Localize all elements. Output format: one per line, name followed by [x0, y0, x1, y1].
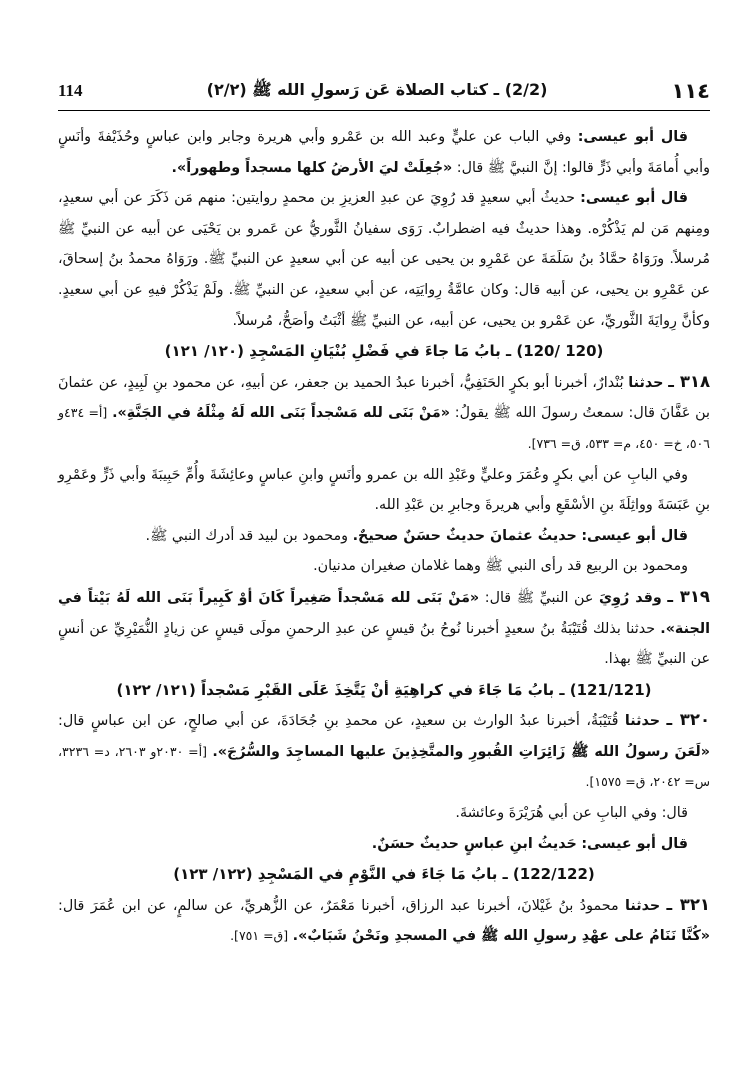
paragraph-text: قال: وفي البابِ عن أبي هُرَيْرَةَ وعائشةَ. — [455, 805, 688, 822]
paragraph-text: حديثُ أبي سعيدٍ قد رُوِيَ عن عبدِ العزيزِ بن محمدٍ روايتين: منهم مَن ذَكَرَ عن أبي سعيدٍ، ومِنهم مَن لم يَذْكُرْه. وهذا حديثٌ فيه اضطرابٌ. رَوَى سفيانُ الثَّوريُّ عن عَمرو بن يَحْيَى عن أبيه عن النبيِّ ﷺ مُرسلاً. ورَوَاهُ حمَّادُ بنُ سَلَمَةَ عن عَمْرِو بن يحيى عن أبيه عن أبي سعيدٍ عن النبيِّ ﷺ. ورَوَاهُ محمدُ بنُ إسحاقَ، عن عَمْرِو بن يحيى، عن أبيه قال: وكان عامَّةُ رِوايَتِه، عن أبي سعيدٍ، عن النبيِّ ﷺ. ولَمْ يَذْكُرْ فيهِ عن أبي سعيدٍ. وكأنَّ رِوايَةَ الثَّوريِّ، عن عَمْرو بن يحيى، عن أبيه، عن النبيِّ ﷺ أثْبَتُ وأصَحُّ، مُرسلاً. — [58, 190, 710, 329]
chapter-heading-120: (120 /120) ـ بابُ مَا جاءَ في فَضْلِ بُنْيَانِ المَسْجِدِ (١٢٠/ ١٢١) — [164, 342, 604, 361]
paragraph-abu-isa-2 — [58, 183, 710, 336]
paragraph-lead: حدثنا — [624, 713, 661, 730]
cross-reference: [أ= ٢٠٣٠و ٢٦٠٣، د= ٣٢٣٦، س= ٢٠٤٢، ق= ١٥٧٥]. — [58, 743, 710, 790]
hadith-318 — [58, 367, 710, 460]
paragraph-abu-isa-4 — [58, 829, 710, 860]
cross-reference: [ق= ٧٥١]. — [230, 928, 289, 944]
paragraph-text: وفي الباب عن عليٍّ وعبد الله بن عَمْرو وأبي هريرة وجابر وابن عباسٍ وحُذَيْفةَ وأنَسٍ وأبي أُمامَةَ وأبي ذَرٍّ قالوا: إنَّ النبيَّ ﷺ قال: — [58, 129, 710, 176]
cross-reference: [أ= ٤٣٤و ٥٠٦، خ= ٤٥٠، م= ٥٣٣، ق= ٧٣٦]. — [58, 405, 710, 451]
paragraph-lead: قال أبو عيسى: — [577, 129, 689, 145]
paragraph-abu-isa-1 — [58, 122, 710, 183]
page-number-arabic: ١١٤ — [671, 79, 710, 103]
hadith-number: ٣١٩ ـ — [667, 586, 710, 606]
grading-text: حَديثُ ابنِ عباسٍ حديثٌ حسَنٌ. — [371, 835, 577, 852]
hadith-number: ٣١٨ ـ — [668, 371, 711, 391]
hadith-quote: «مَنْ بَنَى لله مَسْجداً صَغِيراً كَانَ أوْ كَبِيراً بَنَى الله لَهُ بَيْتاً في الجنة». — [58, 589, 711, 637]
page-content — [58, 122, 710, 1070]
page-number-latin: 114 — [58, 81, 83, 100]
grading-text: حديثُ عثمانَ حديثٌ حسَنٌ صحيحٌ. — [352, 527, 577, 544]
chapter-heading-121: (121/121) ـ بابُ مَا جَاءَ في كراهِيَةِ أنْ يَتَّخِذَ عَلَى القَبْرِ مَسْجداً (١٢١/ ١٢٢) — [116, 680, 652, 699]
hadith-quote: «مَنْ بَنَى لله مَسْجداً بَنَى الله لَهُ مِثْلَهُ في الجَنَّةِ». — [112, 405, 450, 422]
paragraph-note — [58, 551, 710, 582]
hadith-319 — [58, 582, 710, 675]
page-header — [58, 74, 710, 108]
hadith-number: ٣٢١ ـ — [666, 894, 710, 914]
paragraph-chapter-refs — [58, 460, 710, 521]
paragraph-lead: حدثنا — [625, 897, 661, 914]
header-rule — [58, 110, 710, 111]
hadith-number: ٣٢٠ ـ — [666, 710, 711, 730]
paragraph-abu-isa-3 — [58, 521, 710, 552]
hadith-320 — [58, 705, 710, 798]
paragraph-text: ومحمود بن الربيع قد رأى النبي ﷺ وهما غلامان صغيران مدنيان. — [313, 558, 688, 575]
paragraph-lead: قال أبو عيسى: — [580, 190, 689, 207]
paragraph-lead: قال أبو عيسى: — [581, 527, 688, 544]
hadith-321 — [58, 890, 710, 952]
paragraph-text: قُتَيْبَةُ، أخبرنا عبدُ الوارث بن سعيدٍ، عن محمدِ بنِ جُحَادَةَ، عن أبي صالحٍ، عن ابن عباسٍ قال: — [58, 713, 619, 730]
paragraph-text: ومحمود بن لبيد قد أدرك النبي ﷺ. — [145, 527, 349, 544]
paragraph-text: وفي البابِ عن أبي بكرٍ وعُمَرَ وعليٍّ وعَبْدِ الله بن عمرو وأنَسٍ وابنِ عباسٍ وعائِشَةَ وأُمِّ حَبِيبَةَ وأبي ذَرٍّ وعَمْرِو بنِ عَبَسَةَ وواثِلَةَ بنِ الأسْقَعِ وأبي هريرةَ وجابرِ بن عَبْدِ الله. — [58, 466, 710, 514]
running-title: (2/2) ـ كتاب الصلاة عَن رَسولِ الله ﷺ (٢/٢) — [206, 79, 548, 99]
paragraph-text: محمودُ بنُ غَيْلانَ، أخبرنا عبد الرزاق، أخبرنا مَعْمَرٌ، عن الزُّهريِّ، عن سالمٍ، عن ابن عُمَرَ قال: — [58, 897, 619, 914]
hadith-quote: «كُنَّا نَنَامُ على عهْدِ رسولِ الله ﷺ في المسجدِ ونَحْنُ شَبَابٌ». — [292, 928, 710, 945]
paragraph-text-2: حدثنا بذلك قُتَيْبَةُ بنُ سعيدٍ أخبرنا نُوحُ بنُ قيسٍ عن عبدِ الرحمنِ مولَى قيسٍ عن زيادٍ النُّمَيْرِيِّ عن أنسٍ عن النبيِّ ﷺ بهذا. — [58, 620, 710, 668]
paragraph-lead: وقد رُوِيَ — [599, 589, 662, 606]
paragraph-chapter-refs-2 — [58, 798, 710, 829]
paragraph-text: عن النبيِّ ﷺ قال: — [484, 589, 594, 606]
paragraph-lead: قال أبو عيسى: — [581, 835, 688, 852]
paragraph-text: بُنْدارٌ، أخبرنا أبو بكرٍ الحَنَفِيُّ، أخبرنا عبدُ الحميد بن جعفر، عن أبيهِ، عن محمود بنِ لَبِيدٍ، عن عثمانَ بن عَفَّانَ قال: سمعتُ رسولَ الله ﷺ يقولُ: — [58, 374, 711, 422]
paragraph-lead: حدثنا — [628, 374, 664, 391]
hadith-quote: «لَعَنَ رسولُ الله ﷺ زَائِرَاتِ القُبورِ والمتَّخِذِينَ عليها المساجِدَ والسُّرُجَ». — [212, 743, 711, 760]
hadith-quote: «جُعِلَتْ ليَ الأرضُ كلها مسجداً وطهوراً». — [171, 159, 453, 176]
chapter-heading-122: (122/122) ـ بابُ مَا جَاءَ في النَّوْمِ في المَسْجِدِ (١٢٢/ ١٢٣) — [173, 865, 595, 884]
